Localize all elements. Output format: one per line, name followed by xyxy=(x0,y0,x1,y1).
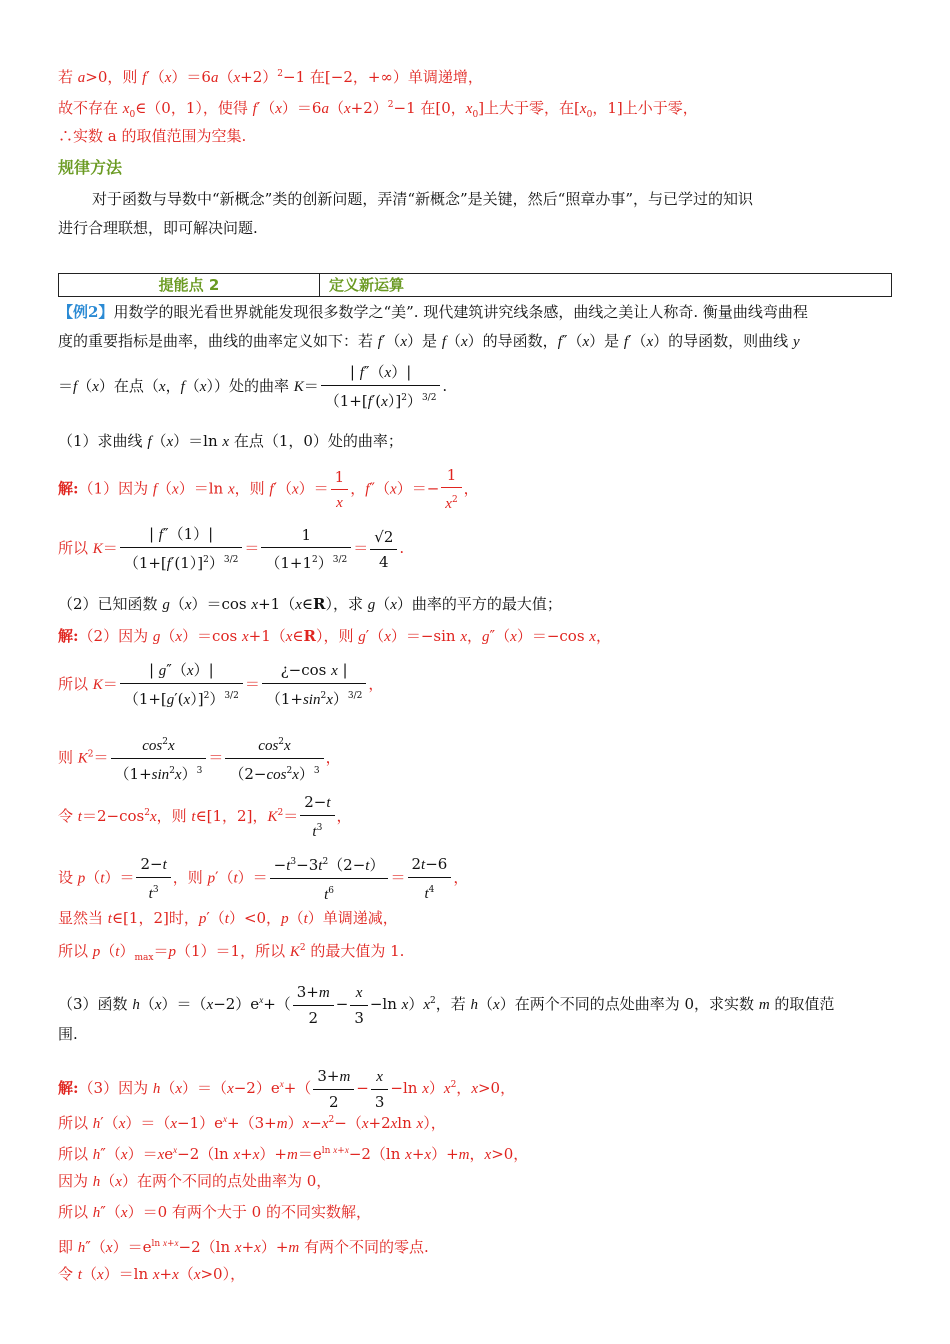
solution-label: 解: xyxy=(58,479,79,498)
example-line-2: 度的重要指标是曲率，曲线的曲率定义如下：若 f′（x）是 f（x）的导函数，f″（x）是 f′（x）的导函数，则曲线 y xyxy=(58,332,800,350)
example-line-3: ＝f（x）在点（x，f（x））处的曲率 K＝ $\frac{| f''(x)|}{(1+[f'(x)]^2)^{3/2}}$ . xyxy=(58,363,448,410)
solution-2a: 解:（2）因为 g（x）＝cos x+1（x∈R），则 g′（x）＝−sin x，g″（x）＝−cos x， xyxy=(58,627,611,645)
solution-3f: 即 $h''(x)=e^{ln x+x}-2(\ln$ x+x）+m 有两个不同的零点. xyxy=(58,1238,429,1256)
table-cell-2: 定义新运算 xyxy=(329,276,405,294)
solution-3e: 所以 h″（x）＝0 有两个大于 0 的不同实数解， xyxy=(58,1203,371,1221)
line-1: 若 a>0，则 $f'(x)=6a(x+2)^2-1$ 在[−2，+∞）单调递增， xyxy=(58,68,483,86)
question-3: （3）函数 $h(x)=(x-2)e^x+$（ $\frac{3+m}{2}$ − $\frac{x}{3}$ −ln $x)x^2$，若 h（x）在两个不同的点处曲率为 0，求实数 m 的取值范 xyxy=(58,983,835,1027)
solution-3b: 所以 $h'(x)=(x-1)e^x+(3+m)x-x^2-(x+2xln$ x）， xyxy=(58,1114,446,1132)
method-text-2: 进行合理联想，即可解决问题. xyxy=(58,219,258,237)
solution-2f: 显然当 t∈[1，2]时，p′（t）<0，p（t）单调递减， xyxy=(58,909,398,927)
solution-3g: 令 t（x）＝ln x+x（x>0）， xyxy=(58,1265,246,1283)
question-3-line-2: 围. xyxy=(58,1025,78,1043)
solution-2g: 所以 $p(t)_{max}=p(1)=1$，所以 $K^2$ 的最大值为 1. xyxy=(58,942,405,963)
solution-3c: 所以 $h''(x)=xe^x-2(\ln$ $x+x)+m=e^{ln x+x}-2(\ln$ x+x）+m，x>0， xyxy=(58,1145,529,1163)
line-3: ∴实数 a 的取值范围为空集. xyxy=(58,127,247,145)
solution-3a: 解:（3）因为 $h(x)=(x-2)e^x+$（ $\frac{3+m}{2}$ − $\frac{x}{3}$ −ln $x)x^2$，x>0， xyxy=(58,1067,516,1111)
solution-2b: 所以 K＝ $\frac{| g''(x)|}{(1+[g'(x)]^2)^{3/2}}$ ＝ $\frac{\text{¿−cos x |}}{(1+\sin^2x)^{3/2}}$ ， xyxy=(58,661,384,708)
solution-3d: 因为 h（x）在两个不同的点处曲率为 0， xyxy=(58,1172,332,1190)
solution-1a: 解:（1）因为 f（x）＝ln x，则 f′（x）＝ $\frac{1}{x}$ ，f″（x）＝− $\frac{1}{x^2}$ ， xyxy=(58,466,479,512)
question-1: （1）求曲线 f（x）＝ln x 在点（1，0）处的曲率； xyxy=(58,432,403,450)
line-2: 故不存在 $x_0\in(0$，1），使得 $f'(x)=6a(x+2)^2-1$ 在[0，$x_0$]上大于零，在[$x_0$，1]上小于零， xyxy=(58,99,698,120)
example-line-1: 【例2】用数学的眼光看世界就能发现很多数学之“美”. 现代建筑讲究线条感，曲线之美让人称奇. 衡量曲线弯曲程 xyxy=(58,303,808,321)
solution-2e: 设 p（t）＝ $\frac{2-t}{t^3}$ ，则 p′（t）＝ $\frac{-t^3-3t^2(2-t)}{t^6}$ ＝ $\frac{2t-6}{t^4}$ ， xyxy=(58,852,468,905)
section-table xyxy=(58,273,892,297)
example-tag: 【例2】 xyxy=(58,303,114,321)
solution-1b: 所以 K＝ $\frac{| f''(1)|}{(1+[f'(1)]^2)^{3/2}}$ ＝ $\frac{1}{(1+1^2)^{3/2}}$ ＝ $\frac{√2}{4}$ . xyxy=(58,525,405,572)
question-2: （2）已知函数 g（x）＝cos x+1（x∈R），求 g（x）曲率的平方的最大值； xyxy=(58,595,562,613)
table-cell-1: 提能点 2 xyxy=(59,274,320,296)
method-heading: 规律方法 xyxy=(58,158,123,177)
solution-2c: 则 $K^2=$ $\frac{\cos^2x}{(1+\sin^2x)^3}$ ＝ $\frac{\cos^2x}{(2-\cos^2x)^3}$ ， xyxy=(58,732,341,785)
solution-2d: 令 $t=2-\cos^2x$，则 t∈[1，2]，$K^2=$ $\frac{2-t}{t^3}$ ， xyxy=(58,793,352,840)
method-text-1: 对于函数与导数中“新概念”类的创新问题，弄清“新概念”是关键，然后“照章办事”，与已学过的知识 xyxy=(92,190,754,208)
